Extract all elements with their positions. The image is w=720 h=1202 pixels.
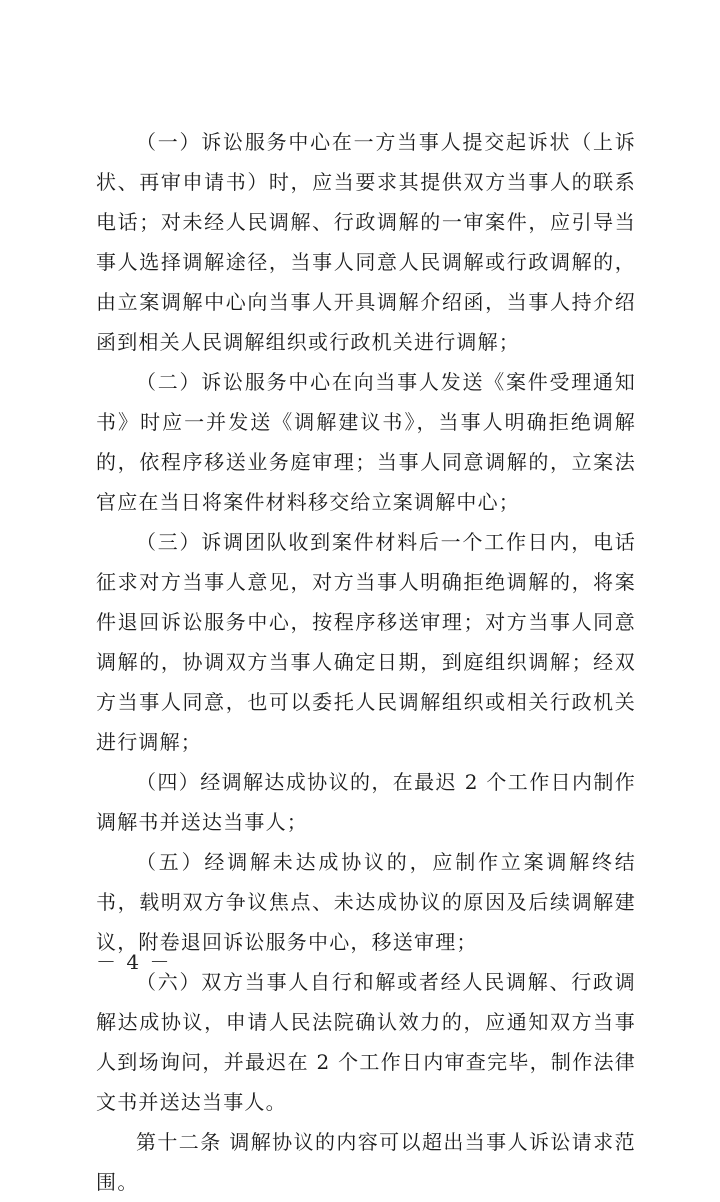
document-body (96, 122, 636, 1202)
paragraph-item-6: （六）双方当事人自行和解或者经人民调解、行政调解达成协议，申请人民法院确认效力的，应通知双方当事人到场询问，并最迟在 2 个工作日内审查完毕，制作法律文书并送达当事人。 (96, 970, 636, 1114)
paragraph-item-1: （一）诉讼服务中心在一方当事人提交起诉状（上诉状、再审申请书）时，应当要求其提供双方当事人的联系电话；对未经人民调解、行政调解的一审案件，应引导当事人选择调解途径，当事人同意人民调解或行政调解的，由立案调解中心向当事人开具调解介绍函，当事人持介绍函到相关人民调解组织或行政机关进行调解； (96, 130, 636, 354)
paragraph-item-5: （五）经调解未达成协议的，应制作立案调解终结书，载明双方争议焦点、未达成协议的原因及后续调解建议，附卷退回诉讼服务中心，移送审理； (96, 850, 636, 954)
paragraph-item-4: （四）经调解达成协议的，在最迟 2 个工作日内制作调解书并送达当事人； (96, 770, 636, 834)
paragraph-item-3: （三）诉调团队收到案件材料后一个工作日内，电话征求对方当事人意见，对方当事人明确拒绝调解的，将案件退回诉讼服务中心，按程序移送审理；对方当事人同意调解的，协调双方当事人确定日期，到庭组织调解；经双方当事人同意，也可以委托人民调解组织或相关行政机关进行调解； (96, 530, 636, 754)
page-number: － 4 － (96, 950, 172, 974)
article-twelve: 第十二条 调解协议的内容可以超出当事人诉讼请求范围。 (96, 1130, 636, 1194)
paragraph-item-2: （二）诉讼服务中心在向当事人发送《案件受理通知书》时应一并发送《调解建议书》，当事人明确拒绝调解的，依程序移送业务庭审理；当事人同意调解的，立案法官应在当日将案件材料移交给立案调解中心； (96, 370, 636, 514)
